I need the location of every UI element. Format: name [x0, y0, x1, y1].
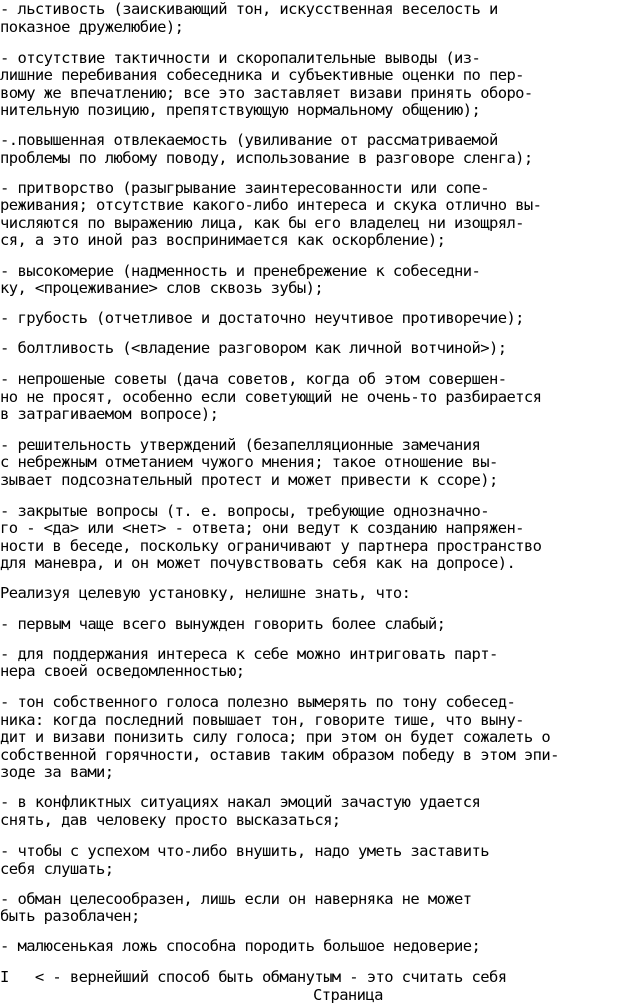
text-line: нера своей осведомленностью; [0, 662, 245, 681]
text-line: - грубость (отчетливое и достаточно неучтивое противоречие); [0, 309, 524, 328]
text-line: - малюсенькая ложь способна породить большое недоверие; [0, 937, 481, 956]
text-line: - тон собственного голоса полезно вымерять по тону собесед- [0, 693, 516, 712]
text-line: но не просят, особенно если советующий не очень-то разбирается [0, 387, 542, 406]
text-line: - болтливость (<владение разговором как личной вотчиной>); [0, 339, 507, 358]
text-line: - отсутствие тактичности и скоропалительные выводы (из- [0, 48, 481, 67]
text-line: ности в беседе, поскольку ограничивают у партнера пространство [0, 536, 542, 555]
text-line: - решительность утверждений (безапелляционные замечания [0, 435, 481, 454]
text-line: - чтобы с успехом что-либо внушить, надо уметь заставить [0, 842, 489, 861]
text-line: -.повышенная отвлекаемость (увиливание от рассматриваемой [0, 131, 498, 150]
text-line: ся, а это иной раз воспринимается как оскорбление); [0, 231, 446, 250]
text-line: числяются по выражению лица, как бы его владелец ни изощрял- [0, 213, 524, 232]
text-line: - первым чаще всего вынужден говорить более слабый; [0, 614, 446, 633]
text-line: зывает подсознательный протест и может привести к ссоре); [0, 470, 498, 489]
text-line: - притворство (разыгрывание заинтересованности или сопе- [0, 178, 489, 197]
text-line: с небрежным отметанием чужого мнения; такое отношение вы- [0, 453, 498, 472]
text-line: зоде за вами; [0, 763, 114, 782]
text-line: в затрагиваемом вопросе); [0, 405, 219, 424]
text-line: - непрошеные советы (дача советов, когда об этом совершен- [0, 370, 507, 389]
text-line: снять, дав человеку просто высказаться; [0, 810, 341, 829]
text-line: ника: когда последний повышает тон, говорите тише, что выну- [0, 710, 524, 729]
text-line: показное дружелюбие); [0, 17, 184, 36]
text-line: I < - вернейший способ быть обманутым - это считать себя [0, 968, 507, 987]
text-line: ку, <процеживание> слов сквозь зубы); [0, 279, 324, 298]
text-line: - льстивость (заискивающий тон, искусственная веселость и [0, 0, 498, 18]
text-line: - в конфликтных ситуациях накал эмоций зачастую удается [0, 793, 481, 812]
text-line: - высокомерие (надменность и пренебрежение к собеседни- [0, 261, 481, 280]
page-footer-label: Страница [313, 986, 383, 1004]
text-line: для маневра, и он может почувствовать себя как на допросе). [0, 554, 516, 573]
text-line: проблемы по любому поводу, использование в разговоре сленга); [0, 148, 533, 167]
text-line: нительную позицию, препятствующую нормальному общению); [0, 101, 481, 120]
text-line: вому же впечатлению; все это заставляет визави принять оборо- [0, 83, 533, 102]
text-line: лишние перебивания собеседника и субъективные оценки по пер- [0, 66, 524, 85]
text-line: дит и визави понизить силу голоса; при этом он будет сожалеть о [0, 728, 551, 747]
text-line: - для поддержания интереса к себе можно интриговать парт- [0, 644, 498, 663]
text-line: себя слушать; [0, 859, 114, 878]
text-line: собственной горячности, оставив таким образом победу в этом эпи- [0, 745, 559, 764]
text-line: - закрытые вопросы (т. е. вопросы, требующие однозначно- [0, 501, 489, 520]
text-line: быть разоблачен; [0, 907, 140, 926]
text-line: Реализуя целевую установку, нелишне знать, что: [0, 584, 411, 603]
text-line: го - <да> или <нет> - ответа; они ведут к созданию напряжен- [0, 519, 524, 538]
text-line: - обман целесообразен, лишь если он наверняка не может [0, 889, 472, 908]
text-line: реживания; отсутствие какого-либо интереса и скука отлично вы- [0, 196, 542, 215]
